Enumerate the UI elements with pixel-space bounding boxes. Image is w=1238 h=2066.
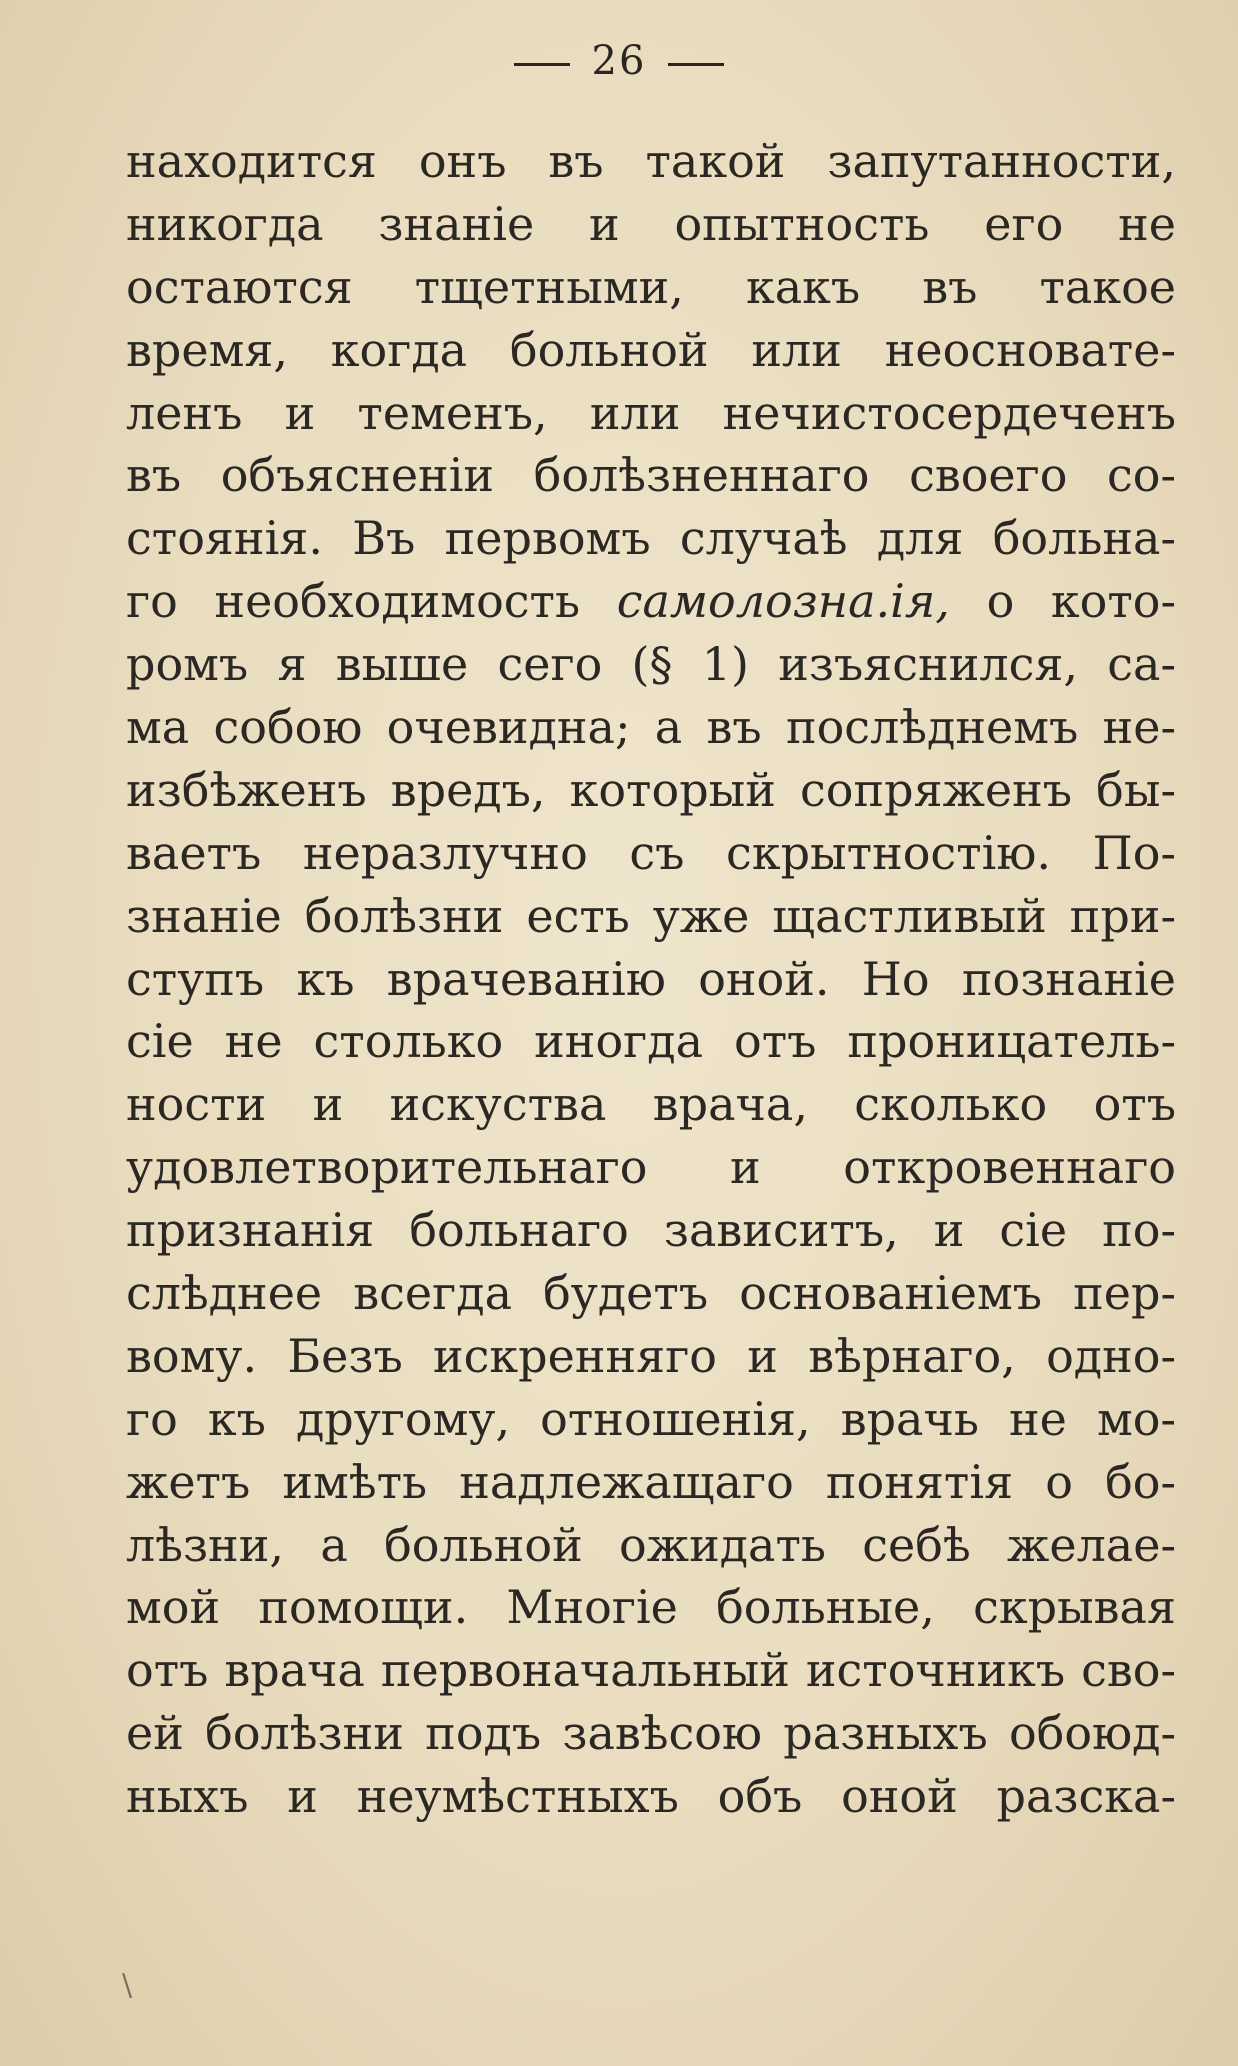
text-line: лѣзни, а больной ожидать себѣ желае- <box>126 1517 1176 1572</box>
text-line: остаются тщетными, какъ въ такое <box>126 259 1176 314</box>
text-line: знаніе болѣзни есть уже щастливый при- <box>126 888 1176 943</box>
text-line: въ объясненіи болѣзненнаго своего со- <box>126 448 1176 503</box>
corner-mark: \ <box>122 1968 133 2003</box>
text-line-start: го необходимость <box>126 574 581 629</box>
text-line-with-italic <box>126 570 1176 633</box>
text-line: стоянія. Въ первомъ случаѣ для больна- <box>126 511 1176 566</box>
text-line: отъ врача первоначальный источникъ сво- <box>126 1643 1176 1698</box>
page-number: 26 <box>591 38 647 84</box>
italic-term: самолозна.ія, <box>616 574 950 629</box>
text-line: избѣженъ вредъ, который сопряженъ бы- <box>126 762 1176 817</box>
text-line-end: о кото- <box>986 574 1176 629</box>
text-line: ныхъ и неумѣстныхъ объ оной разска- <box>126 1769 1176 1824</box>
text-line: мой помощи. Многіе больные, скрывая <box>126 1580 1176 1635</box>
header-dash-right <box>668 63 724 66</box>
text-line: ма собою очевидна; а въ послѣднемъ не- <box>126 700 1176 755</box>
text-line: ей болѣзни подъ завѣсою разныхъ обоюд- <box>126 1706 1176 1761</box>
text-line: жетъ имѣть надлежащаго понятія о бо- <box>126 1454 1176 1509</box>
text-line: ступъ къ врачеванію оной. Но познаніе <box>126 951 1176 1006</box>
text-line: удовлетворительнаго и откровеннаго <box>126 1140 1176 1195</box>
text-line: го къ другому, отношенія, врачь не мо- <box>126 1391 1176 1446</box>
text-line: признанія больнаго зависитъ, и сіе по- <box>126 1203 1176 1258</box>
text-line: ленъ и теменъ, или нечистосердеченъ <box>126 385 1176 440</box>
text-line: время, когда больной или неосновате- <box>126 322 1176 377</box>
text-line: ваетъ неразлучно съ скрытностію. По- <box>126 825 1176 880</box>
header-dash-left <box>514 63 570 66</box>
text-line: никогда знаніе и опытность его не <box>126 196 1176 251</box>
page-body-text <box>126 130 1176 1828</box>
text-line: сіе не столько иногда отъ проницатель- <box>126 1014 1176 1069</box>
text-line: вому. Безъ искренняго и вѣрнаго, одно- <box>126 1328 1176 1383</box>
text-line: ности и искуства врача, сколько отъ <box>126 1077 1176 1132</box>
text-line: ромъ я выше сего (§ 1) изъяснился, са- <box>126 637 1176 692</box>
text-line: слѣднее всегда будетъ основаніемъ пер- <box>126 1266 1176 1321</box>
text-line: находится онъ въ такой запутанности, <box>126 134 1176 188</box>
page-header <box>0 38 1238 84</box>
